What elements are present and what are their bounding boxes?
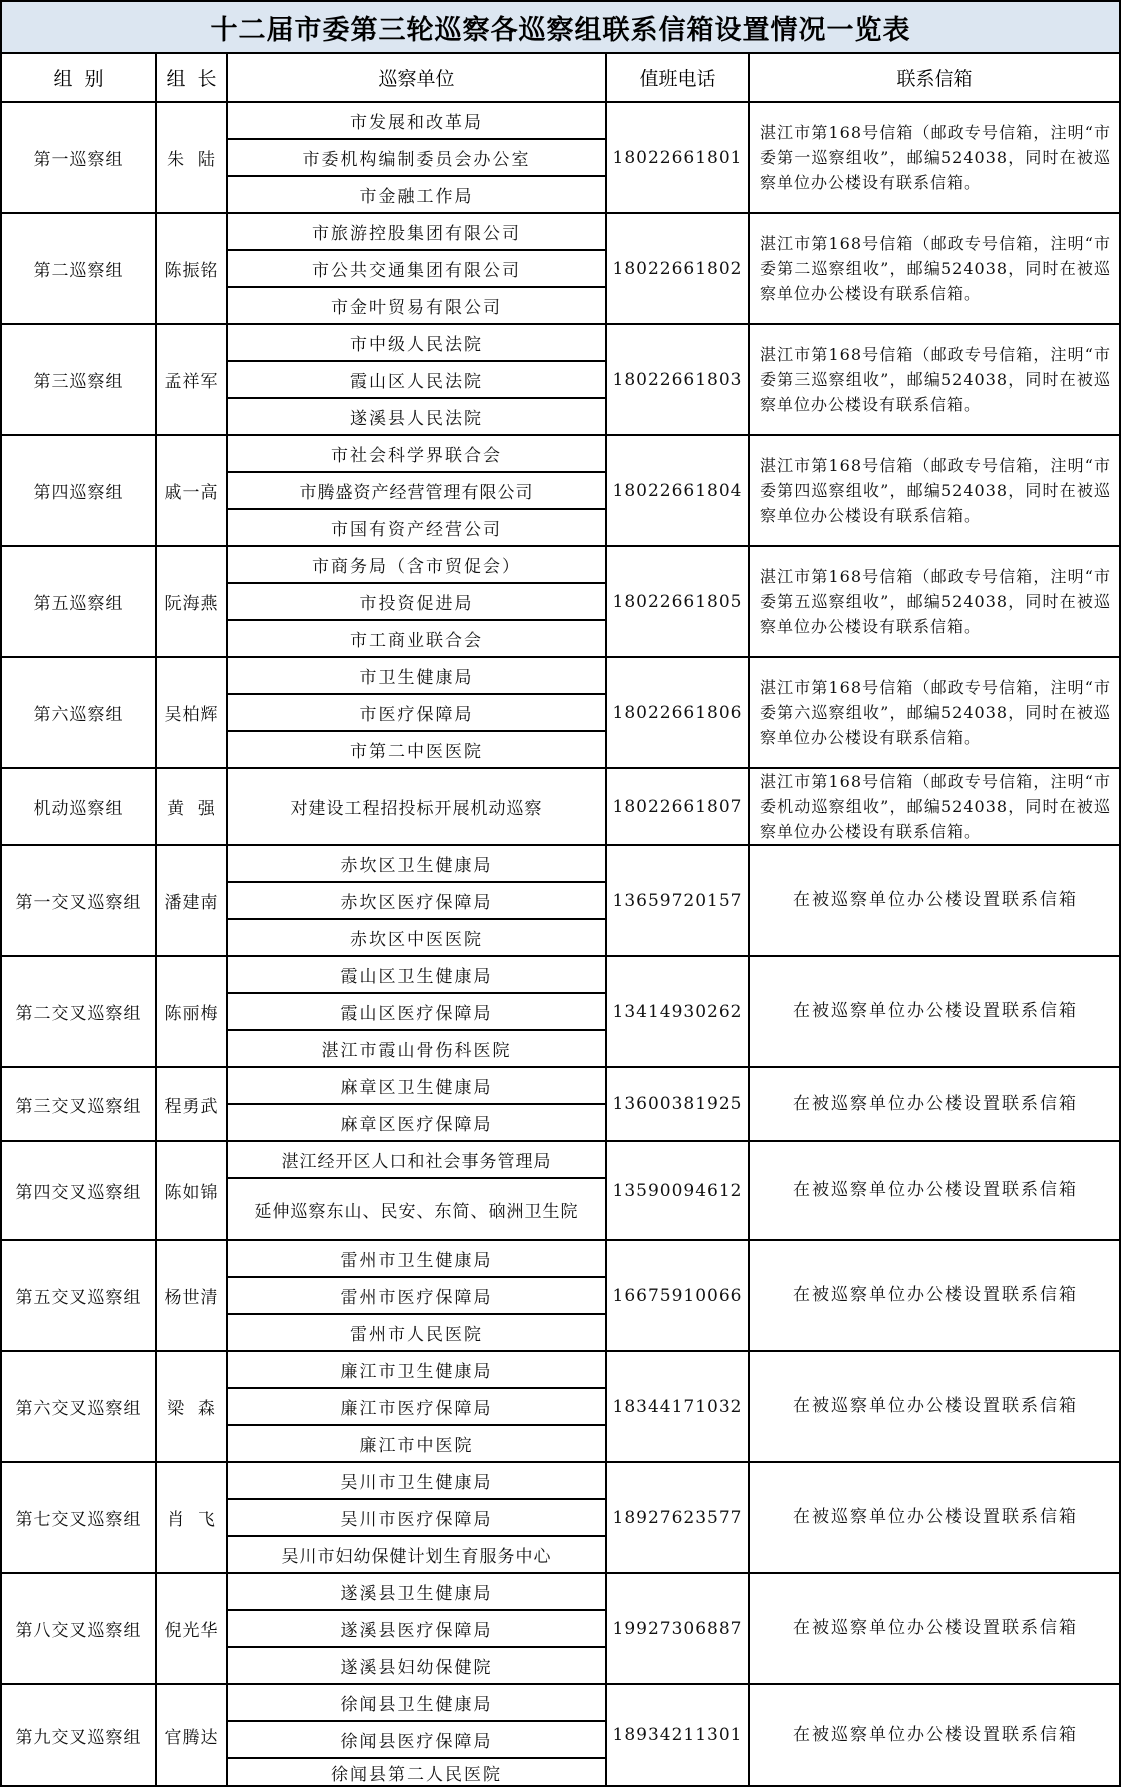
group-name-cell: 第九交叉巡察组 [1, 1684, 156, 1786]
table-row [1, 1067, 1120, 1104]
leader-cell: 杨世清 [156, 1240, 227, 1351]
inspected-unit-cell: 廉江市医疗保障局 [227, 1388, 606, 1425]
mailbox-cell: 在被巡察单位办公楼设置联系信箱 [749, 1141, 1120, 1240]
inspected-unit-cell: 遂溪县医疗保障局 [227, 1610, 606, 1647]
inspected-unit-cell: 遂溪县人民法院 [227, 398, 606, 435]
group-name-cell: 第六巡察组 [1, 657, 156, 768]
inspected-unit-cell: 市第二中医医院 [227, 731, 606, 768]
duty-phone-cell: 18022661803 [606, 324, 749, 435]
inspected-unit-cell: 徐闻县卫生健康局 [227, 1684, 606, 1721]
header-mailbox: 联系信箱 [749, 53, 1120, 102]
header-row [1, 53, 1120, 102]
inspected-unit-cell: 市金叶贸易有限公司 [227, 287, 606, 324]
inspected-unit-cell: 赤坎区中医医院 [227, 919, 606, 956]
leader-cell: 倪光华 [156, 1573, 227, 1684]
inspected-unit-cell: 赤坎区医疗保障局 [227, 882, 606, 919]
inspected-unit-cell: 遂溪县妇幼保健院 [227, 1647, 606, 1684]
duty-phone-cell: 18344171032 [606, 1351, 749, 1462]
inspected-unit-cell: 市金融工作局 [227, 176, 606, 213]
mailbox-cell: 湛江市第168号信箱（邮政专号信箱，注明“市委第四巡察组收”，邮编524038，同时在被巡察单位办公楼设有联系信箱。 [749, 435, 1120, 546]
mailbox-cell: 在被巡察单位办公楼设置联系信箱 [749, 1684, 1120, 1786]
duty-phone-cell: 18022661804 [606, 435, 749, 546]
table-row [1, 956, 1120, 993]
group-name-cell: 第八交叉巡察组 [1, 1573, 156, 1684]
inspected-unit-cell: 雷州市医疗保障局 [227, 1277, 606, 1314]
mailbox-cell: 在被巡察单位办公楼设置联系信箱 [749, 1067, 1120, 1141]
mailbox-cell: 湛江市第168号信箱（邮政专号信箱，注明“市委第三巡察组收”，邮编524038，同时在被巡察单位办公楼设有联系信箱。 [749, 324, 1120, 435]
inspected-unit-cell: 雷州市卫生健康局 [227, 1240, 606, 1277]
duty-phone-cell: 18927623577 [606, 1462, 749, 1573]
table-row [1, 546, 1120, 583]
inspected-unit-cell: 湛江市霞山骨伤科医院 [227, 1030, 606, 1067]
inspected-unit-cell: 市发展和改革局 [227, 102, 606, 139]
inspected-unit-cell: 市委机构编制委员会办公室 [227, 139, 606, 176]
table-title: 十二届市委第三轮巡察各巡察组联系信箱设置情况一览表 [1, 1, 1120, 53]
leader-cell: 孟祥军 [156, 324, 227, 435]
table-row [1, 657, 1120, 694]
group-name-cell: 第六交叉巡察组 [1, 1351, 156, 1462]
group-name-cell: 第二巡察组 [1, 213, 156, 324]
header-phone: 值班电话 [606, 53, 749, 102]
mailbox-cell: 湛江市第168号信箱（邮政专号信箱，注明“市委第二巡察组收”，邮编524038，同时在被巡察单位办公楼设有联系信箱。 [749, 213, 1120, 324]
duty-phone-cell: 18022661801 [606, 102, 749, 213]
leader-cell: 陈振铭 [156, 213, 227, 324]
group-name-cell: 机动巡察组 [1, 768, 156, 845]
mailbox-cell: 湛江市第168号信箱（邮政专号信箱，注明“市委第一巡察组收”，邮编524038，同时在被巡察单位办公楼设有联系信箱。 [749, 102, 1120, 213]
duty-phone-cell: 18022661802 [606, 213, 749, 324]
mailbox-cell: 在被巡察单位办公楼设置联系信箱 [749, 956, 1120, 1067]
mailbox-cell: 湛江市第168号信箱（邮政专号信箱，注明“市委第六巡察组收”，邮编524038，同时在被巡察单位办公楼设有联系信箱。 [749, 657, 1120, 768]
leader-cell: 陈如锦 [156, 1141, 227, 1240]
inspected-unit-cell: 市社会科学界联合会 [227, 435, 606, 472]
table-row [1, 102, 1120, 139]
inspected-unit-cell: 赤坎区卫生健康局 [227, 845, 606, 882]
inspected-unit-cell: 吴川市医疗保障局 [227, 1499, 606, 1536]
duty-phone-cell: 18934211301 [606, 1684, 749, 1786]
inspected-unit-cell: 霞山区卫生健康局 [227, 956, 606, 993]
inspected-unit-cell: 遂溪县卫生健康局 [227, 1573, 606, 1610]
group-name-cell: 第五巡察组 [1, 546, 156, 657]
inspected-unit-cell: 市卫生健康局 [227, 657, 606, 694]
inspected-unit-cell: 市公共交通集团有限公司 [227, 250, 606, 287]
duty-phone-cell: 18022661805 [606, 546, 749, 657]
group-name-cell: 第二交叉巡察组 [1, 956, 156, 1067]
inspected-unit-cell: 市中级人民法院 [227, 324, 606, 361]
inspected-unit-cell: 徐闻县医疗保障局 [227, 1721, 606, 1758]
table-row [1, 768, 1120, 845]
table-row [1, 1351, 1120, 1388]
group-name-cell: 第一巡察组 [1, 102, 156, 213]
table-body [1, 102, 1120, 1786]
inspected-unit-cell: 霞山区医疗保障局 [227, 993, 606, 1030]
leader-cell: 陈丽梅 [156, 956, 227, 1067]
inspected-unit-cell: 廉江市中医院 [227, 1425, 606, 1462]
leader-cell: 官腾达 [156, 1684, 227, 1786]
leader-cell: 梁 森 [156, 1351, 227, 1462]
header-units: 巡察单位 [227, 53, 606, 102]
mailbox-cell: 在被巡察单位办公楼设置联系信箱 [749, 1573, 1120, 1684]
leader-cell: 肖 飞 [156, 1462, 227, 1573]
mailbox-cell: 在被巡察单位办公楼设置联系信箱 [749, 845, 1120, 956]
table-row [1, 324, 1120, 361]
inspected-unit-cell: 延伸巡察东山、民安、东简、硇洲卫生院 [227, 1178, 606, 1240]
inspected-unit-cell: 吴川市妇幼保健计划生育服务中心 [227, 1536, 606, 1573]
inspected-unit-cell: 徐闻县第二人民医院 [227, 1758, 606, 1786]
mailbox-cell: 湛江市第168号信箱（邮政专号信箱，注明“市委机动巡察组收”，邮编524038，同时在被巡察单位办公楼设有联系信箱。 [749, 768, 1120, 845]
inspected-unit-cell: 市腾盛资产经营管理有限公司 [227, 472, 606, 509]
inspected-unit-cell: 市国有资产经营公司 [227, 509, 606, 546]
inspected-unit-cell: 市医疗保障局 [227, 694, 606, 731]
leader-cell: 朱 陆 [156, 102, 227, 213]
inspected-unit-cell: 霞山区人民法院 [227, 361, 606, 398]
duty-phone-cell: 19927306887 [606, 1573, 749, 1684]
duty-phone-cell: 13600381925 [606, 1067, 749, 1141]
table-row [1, 1684, 1120, 1721]
leader-cell: 吴柏辉 [156, 657, 227, 768]
duty-phone-cell: 18022661806 [606, 657, 749, 768]
inspected-unit-cell: 雷州市人民医院 [227, 1314, 606, 1351]
inspected-unit-cell: 市商务局（含市贸促会） [227, 546, 606, 583]
inspected-unit-cell: 市旅游控股集团有限公司 [227, 213, 606, 250]
duty-phone-cell: 13590094612 [606, 1141, 749, 1240]
mailbox-cell: 在被巡察单位办公楼设置联系信箱 [749, 1240, 1120, 1351]
inspected-unit-cell: 市工商业联合会 [227, 620, 606, 657]
group-name-cell: 第五交叉巡察组 [1, 1240, 156, 1351]
header-leader: 组 长 [156, 53, 227, 102]
leader-cell: 黄 强 [156, 768, 227, 845]
table-row [1, 1573, 1120, 1610]
leader-cell: 潘建南 [156, 845, 227, 956]
duty-phone-cell: 18022661807 [606, 768, 749, 845]
header-group: 组 别 [1, 53, 156, 102]
inspected-unit-cell: 麻章区卫生健康局 [227, 1067, 606, 1104]
inspected-unit-cell: 市投资促进局 [227, 583, 606, 620]
inspected-unit-cell: 麻章区医疗保障局 [227, 1104, 606, 1141]
duty-phone-cell: 16675910066 [606, 1240, 749, 1351]
group-name-cell: 第三交叉巡察组 [1, 1067, 156, 1141]
table-row [1, 1462, 1120, 1499]
group-name-cell: 第七交叉巡察组 [1, 1462, 156, 1573]
group-name-cell: 第四巡察组 [1, 435, 156, 546]
mailbox-cell: 湛江市第168号信箱（邮政专号信箱，注明“市委第五巡察组收”，邮编524038，同时在被巡察单位办公楼设有联系信箱。 [749, 546, 1120, 657]
duty-phone-cell: 13659720157 [606, 845, 749, 956]
table-row [1, 435, 1120, 472]
leader-cell: 戚一高 [156, 435, 227, 546]
table-row [1, 845, 1120, 882]
leader-cell: 程勇武 [156, 1067, 227, 1141]
mailbox-cell: 在被巡察单位办公楼设置联系信箱 [749, 1351, 1120, 1462]
group-name-cell: 第三巡察组 [1, 324, 156, 435]
table-row [1, 1141, 1120, 1178]
group-name-cell: 第四交叉巡察组 [1, 1141, 156, 1240]
leader-cell: 阮海燕 [156, 546, 227, 657]
table-row [1, 213, 1120, 250]
duty-phone-cell: 13414930262 [606, 956, 749, 1067]
inspected-unit-cell: 吴川市卫生健康局 [227, 1462, 606, 1499]
inspected-unit-cell: 对建设工程招投标开展机动巡察 [227, 768, 606, 845]
inspected-unit-cell: 湛江经开区人口和社会事务管理局 [227, 1141, 606, 1178]
inspected-unit-cell: 廉江市卫生健康局 [227, 1351, 606, 1388]
mailbox-cell: 在被巡察单位办公楼设置联系信箱 [749, 1462, 1120, 1573]
table-row [1, 1240, 1120, 1277]
group-name-cell: 第一交叉巡察组 [1, 845, 156, 956]
